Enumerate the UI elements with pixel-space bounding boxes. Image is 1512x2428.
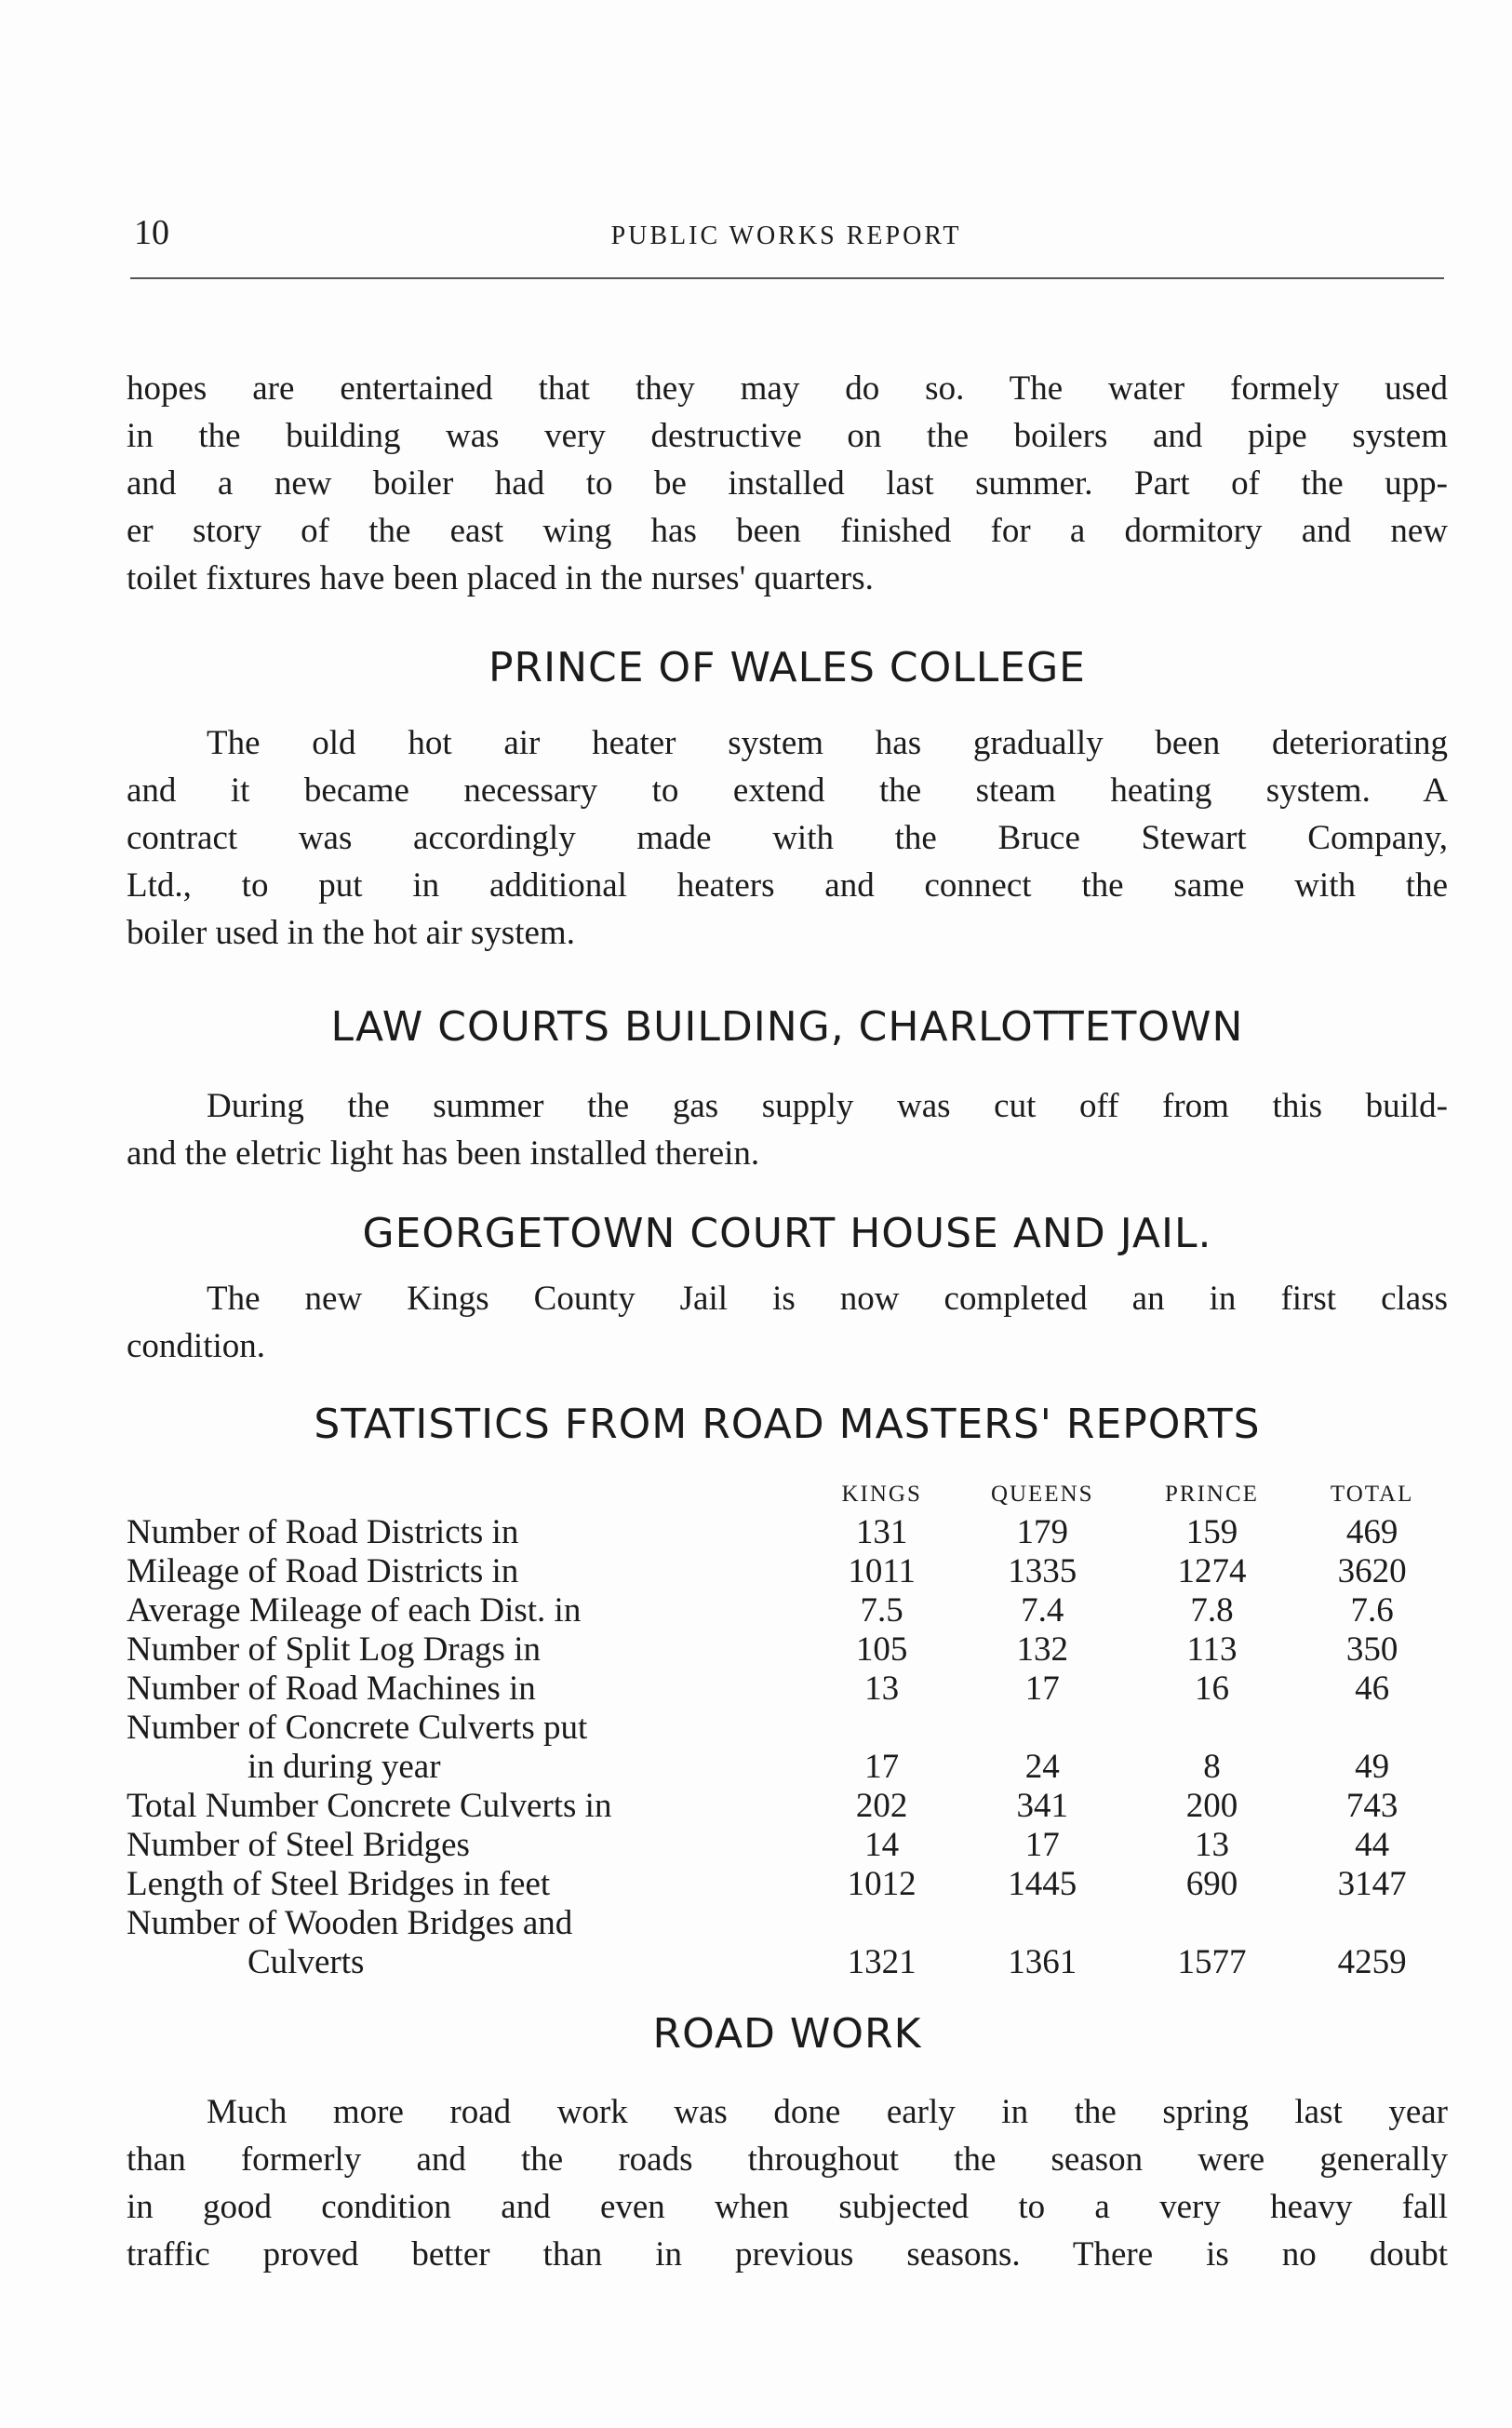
paragraph-line: boiler used in the hot air system. <box>127 914 575 952</box>
cell-prince: 690 <box>1185 1865 1238 1903</box>
georgetown-paragraph <box>127 1275 1448 1370</box>
paragraph-line: contract was accordingly made with the Bruce Stewart Company, <box>127 819 1448 857</box>
row-label: in during year <box>248 1748 441 1786</box>
paragraph-line: and a new boiler had to be installed last summer. Part of the upp- <box>127 464 1448 503</box>
cell-kings: 1011 <box>848 1552 916 1590</box>
row-label: Number of Wooden Bridges and <box>127 1904 573 1942</box>
cell-prince: 7.8 <box>1190 1591 1234 1630</box>
table-row <box>127 1904 1448 1943</box>
paragraph-line: and the eletric light has been installed therein. <box>127 1134 760 1173</box>
cell-kings: 14 <box>864 1826 900 1864</box>
cell-queens: 7.4 <box>1021 1591 1064 1630</box>
intro-paragraph <box>127 365 1448 602</box>
table-row <box>127 1787 1448 1826</box>
cell-total: 44 <box>1355 1826 1390 1864</box>
paragraph-line: condition. <box>127 1327 266 1365</box>
cell-total: 350 <box>1345 1630 1398 1669</box>
cell-prince: 13 <box>1194 1826 1229 1864</box>
row-label: Total Number Concrete Culverts in <box>127 1787 612 1825</box>
row-label: Number of Concrete Culverts put <box>127 1709 588 1747</box>
section-heading-statistics: STATISTICS FROM ROAD MASTERS' REPORTS <box>314 1401 1261 1448</box>
table-row <box>127 1552 1448 1591</box>
cell-total: 7.6 <box>1350 1591 1394 1630</box>
cell-kings: 13 <box>864 1670 900 1708</box>
cell-queens: 17 <box>1024 1670 1060 1708</box>
table-row <box>127 1748 1448 1787</box>
cell-kings: 7.5 <box>860 1591 903 1630</box>
paragraph-line: in good condition and even when subjected to a very heavy fall <box>127 2188 1448 2226</box>
row-label: Number of Split Log Drags in <box>127 1630 541 1669</box>
page-number: 10 <box>134 213 169 252</box>
cell-prince: 1274 <box>1177 1552 1247 1590</box>
table-header-row <box>127 1480 1448 1513</box>
prince-of-wales-paragraph <box>127 719 1448 957</box>
column-header-total: TOTAL <box>1330 1482 1414 1507</box>
cell-total: 46 <box>1355 1670 1390 1708</box>
paragraph-line: The new Kings County Jail is now completed an in first class <box>207 1280 1448 1318</box>
cell-prince: 8 <box>1203 1748 1221 1786</box>
cell-queens: 1335 <box>1008 1552 1077 1590</box>
cell-prince: 200 <box>1185 1787 1238 1825</box>
table-row <box>127 1943 1448 1982</box>
table-row <box>127 1709 1448 1748</box>
cell-total: 743 <box>1345 1787 1398 1825</box>
cell-kings: 17 <box>864 1748 900 1786</box>
cell-total: 49 <box>1355 1748 1390 1786</box>
column-header-kings: KINGS <box>841 1482 922 1507</box>
section-heading-prince-of-wales-college: PRINCE OF WALES COLLEGE <box>488 644 1086 691</box>
cell-queens: 17 <box>1024 1826 1060 1864</box>
table-row <box>127 1630 1448 1670</box>
cell-prince: 1577 <box>1177 1943 1247 1981</box>
cell-total: 469 <box>1345 1513 1398 1551</box>
section-heading-georgetown: GEORGETOWN COURT HOUSE AND JAIL. <box>362 1210 1212 1257</box>
cell-prince: 159 <box>1185 1513 1238 1551</box>
paragraph-line: and it became necessary to extend the steam heating system. A <box>127 771 1448 810</box>
cell-prince: 113 <box>1186 1630 1238 1669</box>
road-work-paragraph <box>127 2088 1448 2278</box>
section-heading-law-courts: LAW COURTS BUILDING, CHARLOTTETOWN <box>330 1003 1244 1051</box>
table-row <box>127 1670 1448 1709</box>
cell-kings: 105 <box>855 1630 908 1669</box>
cell-kings: 131 <box>855 1513 908 1551</box>
law-courts-paragraph <box>127 1082 1448 1177</box>
paragraph-line: hopes are entertained that they may do so. The water formely used <box>127 369 1448 408</box>
cell-queens: 179 <box>1016 1513 1069 1551</box>
section-heading-road-work: ROAD WORK <box>652 2010 922 2058</box>
cell-total: 4259 <box>1337 1943 1407 1981</box>
row-label: Length of Steel Bridges in feet <box>127 1865 551 1903</box>
cell-total: 3147 <box>1337 1865 1407 1903</box>
cell-kings: 202 <box>855 1787 908 1825</box>
paragraph-line: toilet fixtures have been placed in the nurses' quarters. <box>127 559 874 597</box>
road-masters-statistics-table <box>127 1480 1448 1982</box>
column-header-queens: QUEENS <box>990 1482 1094 1507</box>
cell-queens: 341 <box>1016 1787 1069 1825</box>
running-header <box>130 212 1442 259</box>
table-row <box>127 1865 1448 1904</box>
row-label: Average Mileage of each Dist. in <box>127 1591 582 1630</box>
report-title: PUBLIC WORKS REPORT <box>610 221 962 250</box>
paragraph-line: er story of the east wing has been finished for a dormitory and new <box>127 512 1448 550</box>
row-label: Number of Road Districts in <box>127 1513 519 1551</box>
row-label: Number of Road Machines in <box>127 1670 536 1708</box>
column-header-label <box>127 1480 807 1513</box>
paragraph-line: traffic proved better than in previous seasons. There is no doubt <box>127 2235 1448 2274</box>
cell-kings: 1321 <box>847 1943 917 1981</box>
header-rule <box>130 277 1444 279</box>
table-row <box>127 1591 1448 1630</box>
cell-queens: 1361 <box>1008 1943 1077 1981</box>
paragraph-line: Ltd., to put in additional heaters and connect the same with the <box>127 866 1448 905</box>
paragraph-line: Much more road work was done early in the spring last year <box>207 2093 1448 2131</box>
cell-queens: 1445 <box>1008 1865 1077 1903</box>
cell-kings: 1012 <box>847 1865 917 1903</box>
table-row <box>127 1826 1448 1865</box>
row-label: Mileage of Road Districts in <box>127 1552 519 1590</box>
paragraph-line: The old hot air heater system has gradually been deteriorating <box>207 724 1448 762</box>
paragraph-line: in the building was very destructive on the boilers and pipe system <box>127 417 1448 455</box>
row-label: Culverts <box>248 1943 365 1981</box>
cell-queens: 132 <box>1016 1630 1069 1669</box>
table-row <box>127 1513 1448 1552</box>
cell-total: 3620 <box>1337 1552 1407 1590</box>
cell-prince: 16 <box>1194 1670 1229 1708</box>
cell-queens: 24 <box>1024 1748 1060 1786</box>
column-header-prince: PRINCE <box>1165 1482 1259 1507</box>
paragraph-line: than formerly and the roads throughout the season were generally <box>127 2140 1448 2179</box>
paragraph-line: During the summer the gas supply was cut off from this build- <box>207 1087 1448 1125</box>
row-label: Number of Steel Bridges <box>127 1826 470 1864</box>
